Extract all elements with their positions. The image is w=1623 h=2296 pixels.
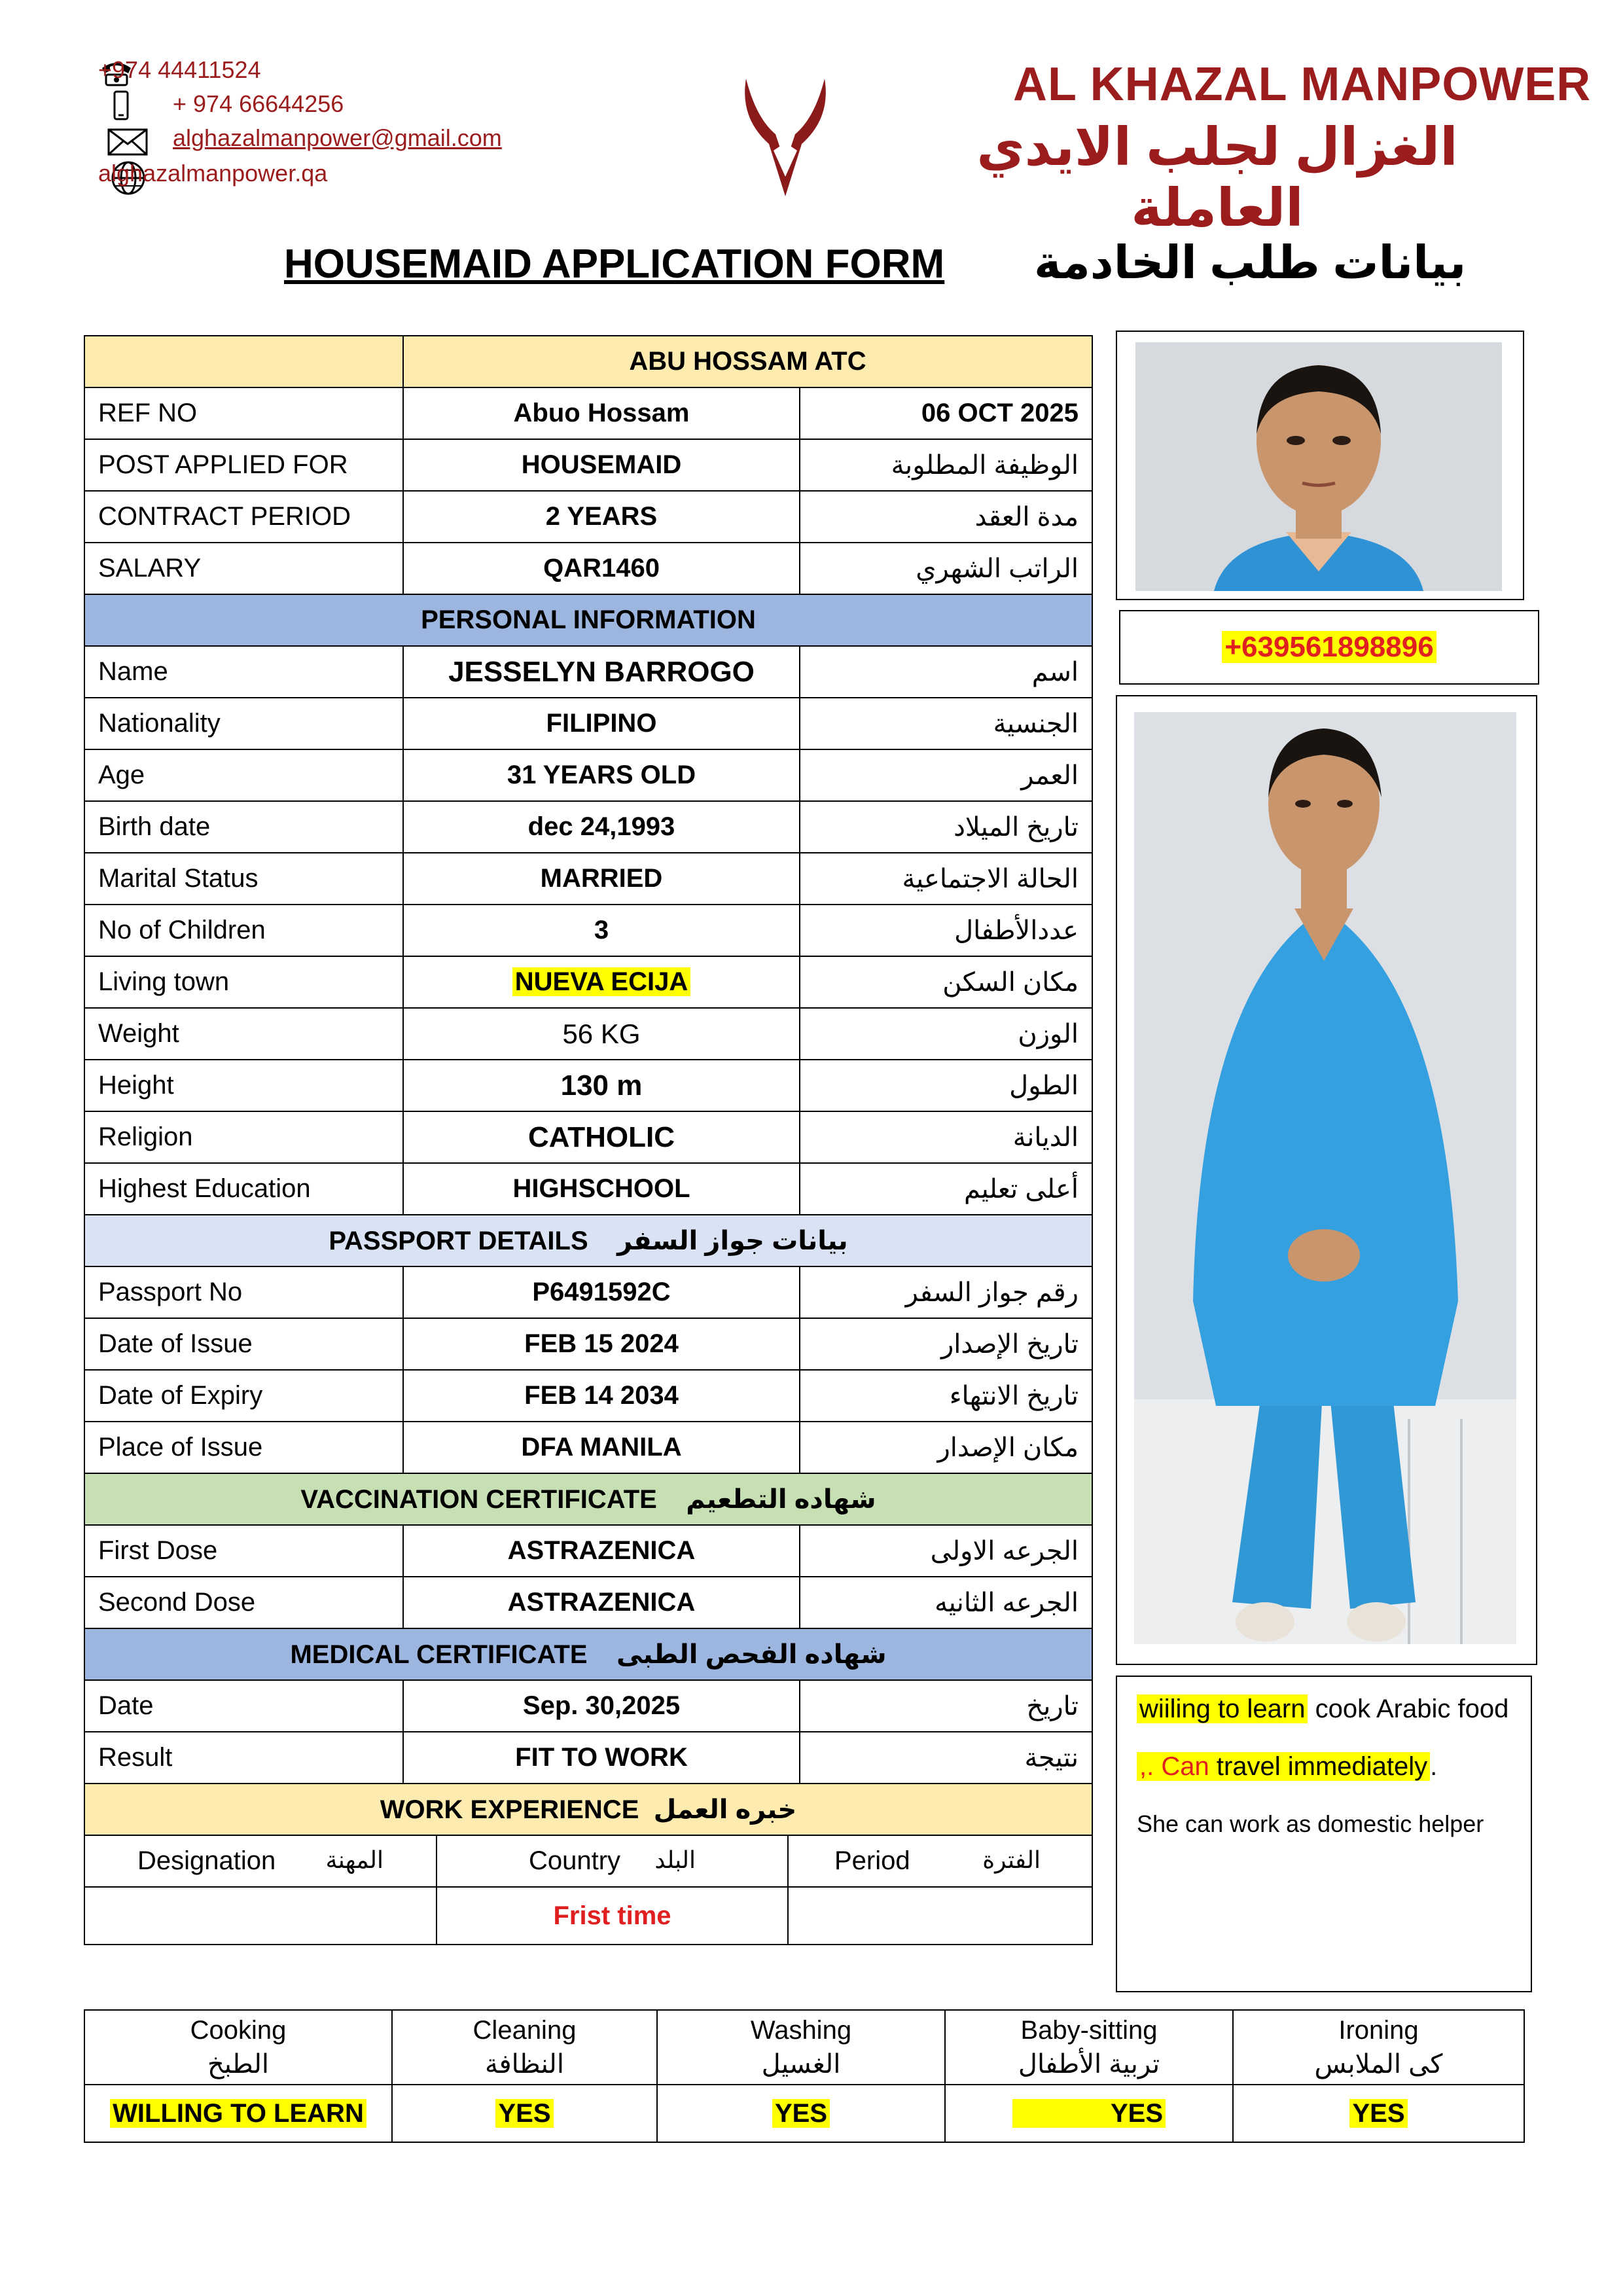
row-label-ar: تاريخ الانتهاء [800,1370,1092,1422]
note-travel: ,. Can travel immediately . [1137,1748,1511,1785]
company-name-en: AL KHAZAL MANPOWER [1013,58,1592,111]
row-label: Name [84,646,403,698]
name-value: JESSELYN BARROGO [403,646,800,698]
weight-value: 56 KG [403,1008,800,1060]
row-label: First Dose [84,1525,403,1577]
row-label: Marital Status [84,853,403,905]
row-label: CONTRACT PERIOD [84,491,403,543]
issue-place-value: DFA MANILA [403,1422,800,1473]
portrait-photo [1116,331,1524,600]
candidate-phone[interactable]: +639561898896 [1119,610,1539,685]
designation-label-ar: المهنة [325,1846,383,1873]
row-label: Highest Education [84,1163,403,1215]
row-label-ar: نتيجة [800,1732,1092,1784]
row-label: Passport No [84,1266,403,1318]
first-dose-value: ASTRAZENICA [403,1525,800,1577]
row-label-ar: تاريخ الميلاد [800,801,1092,853]
phone-mobile[interactable]: + 974 66644256 [173,90,344,117]
row-label: Nationality [84,698,403,749]
work-experience-columns [85,1836,1092,1944]
skill-header-washing: Washing الغسيل [657,2010,945,2085]
row-label-ar: الحالة الاجتماعية [800,853,1092,905]
period-label-ar: الفترة [982,1846,1041,1873]
candidate-notes [1116,1676,1532,1992]
application-form-table [84,335,1093,1945]
living-town-value: NUEVA ECIJA [512,967,691,996]
ref-value: Abuo Hossam [403,387,800,439]
note-cooking: wiiling to learn cook Arabic food [1137,1690,1511,1728]
skill-value-washing: YES [772,2099,830,2128]
ref-date: 06 OCT 2025 [800,387,1092,439]
row-label-ar: مدة العقد [800,491,1092,543]
education-value: HIGHSCHOOL [403,1163,800,1215]
row-label-ar: تاريخ الإصدار [800,1318,1092,1370]
row-label-ar: الطول [800,1060,1092,1111]
work-experience-header: WORK EXPERIENCE خبره العمل [84,1784,1092,1835]
form-title-en: HOUSEMAID APPLICATION FORM [284,242,945,287]
website-link[interactable]: alghazalmanpower.qa [98,160,328,187]
issue-date-value: FEB 15 2024 [403,1318,800,1370]
ref-label: REF NO [84,387,403,439]
row-label: SALARY [84,543,403,594]
period-label: Period [834,1846,910,1875]
envelope-icon [107,128,148,159]
skill-header-cleaning: Cleaning النظافة [392,2010,657,2085]
medical-result-value: FIT TO WORK [403,1732,800,1784]
row-label: POST APPLIED FOR [84,439,403,491]
medical-date-value: Sep. 30,2025 [403,1680,800,1732]
work-experience-value: Frist time [437,1887,788,1944]
row-value: QAR1460 [403,543,800,594]
passport-header: PASSPORT DETAILS بيانات جواز السفر [84,1215,1092,1266]
skill-value-cleaning: YES [495,2099,553,2128]
row-label-ar: العمر [800,749,1092,801]
medical-header: MEDICAL CERTIFICATE شهاده الفحص الطبى [84,1628,1092,1680]
row-label: Living town [84,956,403,1008]
row-label: Second Dose [84,1577,403,1628]
height-value: 130 m [403,1060,800,1111]
skill-header-babysitting: Baby-sitting تربية الأطفال [945,2010,1233,2085]
skill-header-cooking: Cooking الطبخ [84,2010,392,2085]
row-label-ar: رقم جواز السفر [800,1266,1092,1318]
expiry-date-value: FEB 14 2034 [403,1370,800,1422]
form-row [84,491,1092,543]
row-label: Place of Issue [84,1422,403,1473]
country-label: Country [529,1846,621,1875]
age-value: 31 YEARS OLD [403,749,800,801]
row-label-ar: مكان الإصدار [800,1422,1092,1473]
vaccination-header: VACCINATION CERTIFICATE شهاده التطعيم [84,1473,1092,1525]
country-label-ar: البلد [654,1846,696,1873]
nationality-value: FILIPINO [403,698,800,749]
row-label: Height [84,1060,403,1111]
row-label-ar: الديانة [800,1111,1092,1163]
row-label: Date [84,1680,403,1732]
children-value: 3 [403,905,800,956]
row-value: 2 YEARS [403,491,800,543]
form-row [84,439,1092,491]
designation-label: Designation [137,1846,276,1875]
marital-status-value: MARRIED [403,853,800,905]
gazelle-logo-icon [733,72,838,206]
row-label-ar: أعلى تعليم [800,1163,1092,1215]
passport-no-value: P6491592C [403,1266,800,1318]
note-domestic: She can work as domestic helper [1137,1810,1484,1837]
row-label-ar: الوظيفة المطلوبة [800,439,1092,491]
mobile-phone-icon [113,90,130,124]
row-label-ar: الجرعه الثانيه [800,1577,1092,1628]
row-label-ar: الجرعه الاولى [800,1525,1092,1577]
row-label-ar: الراتب الشهري [800,543,1092,594]
company-name-ar: الغزال لجلب الايدي العاملة [976,118,1458,237]
row-label-ar: عددالأطفال [800,905,1092,956]
birth-date-value: dec 24,1993 [403,801,800,853]
row-label-ar: مكان السكن [800,956,1092,1008]
skill-value-cooking: WILLING TO LEARN [110,2099,366,2128]
row-label: Weight [84,1008,403,1060]
second-dose-value: ASTRAZENICA [403,1577,800,1628]
row-label-ar: الوزن [800,1008,1092,1060]
full-body-photo [1116,695,1537,1665]
skills-table [84,2009,1525,2143]
office-name: ABU HOSSAM ATC [403,336,1092,387]
email-link[interactable]: alghazalmanpower@gmail.com [173,124,502,151]
skill-value-ironing: YES [1349,2099,1407,2128]
row-value: HOUSEMAID [403,439,800,491]
row-label: Date of Issue [84,1318,403,1370]
row-label: Result [84,1732,403,1784]
form-row [84,543,1092,594]
row-label-ar: تاريخ [800,1680,1092,1732]
row-label: Date of Expiry [84,1370,403,1422]
skill-header-ironing: Ironing كى الملابس [1233,2010,1524,2085]
row-label-ar: اسم [800,646,1092,698]
phone-landline[interactable]: +974 44411524 [98,56,261,83]
row-label: No of Children [84,905,403,956]
row-label: Age [84,749,403,801]
row-label-ar: الجنسية [800,698,1092,749]
personal-info-header: PERSONAL INFORMATION [84,594,1092,646]
skill-value-babysitting: YES [1012,2099,1166,2128]
row-label: Religion [84,1111,403,1163]
row-label: Birth date [84,801,403,853]
form-title-ar: بيانات طلب الخادمة [1034,237,1467,288]
religion-value: CATHOLIC [403,1111,800,1163]
